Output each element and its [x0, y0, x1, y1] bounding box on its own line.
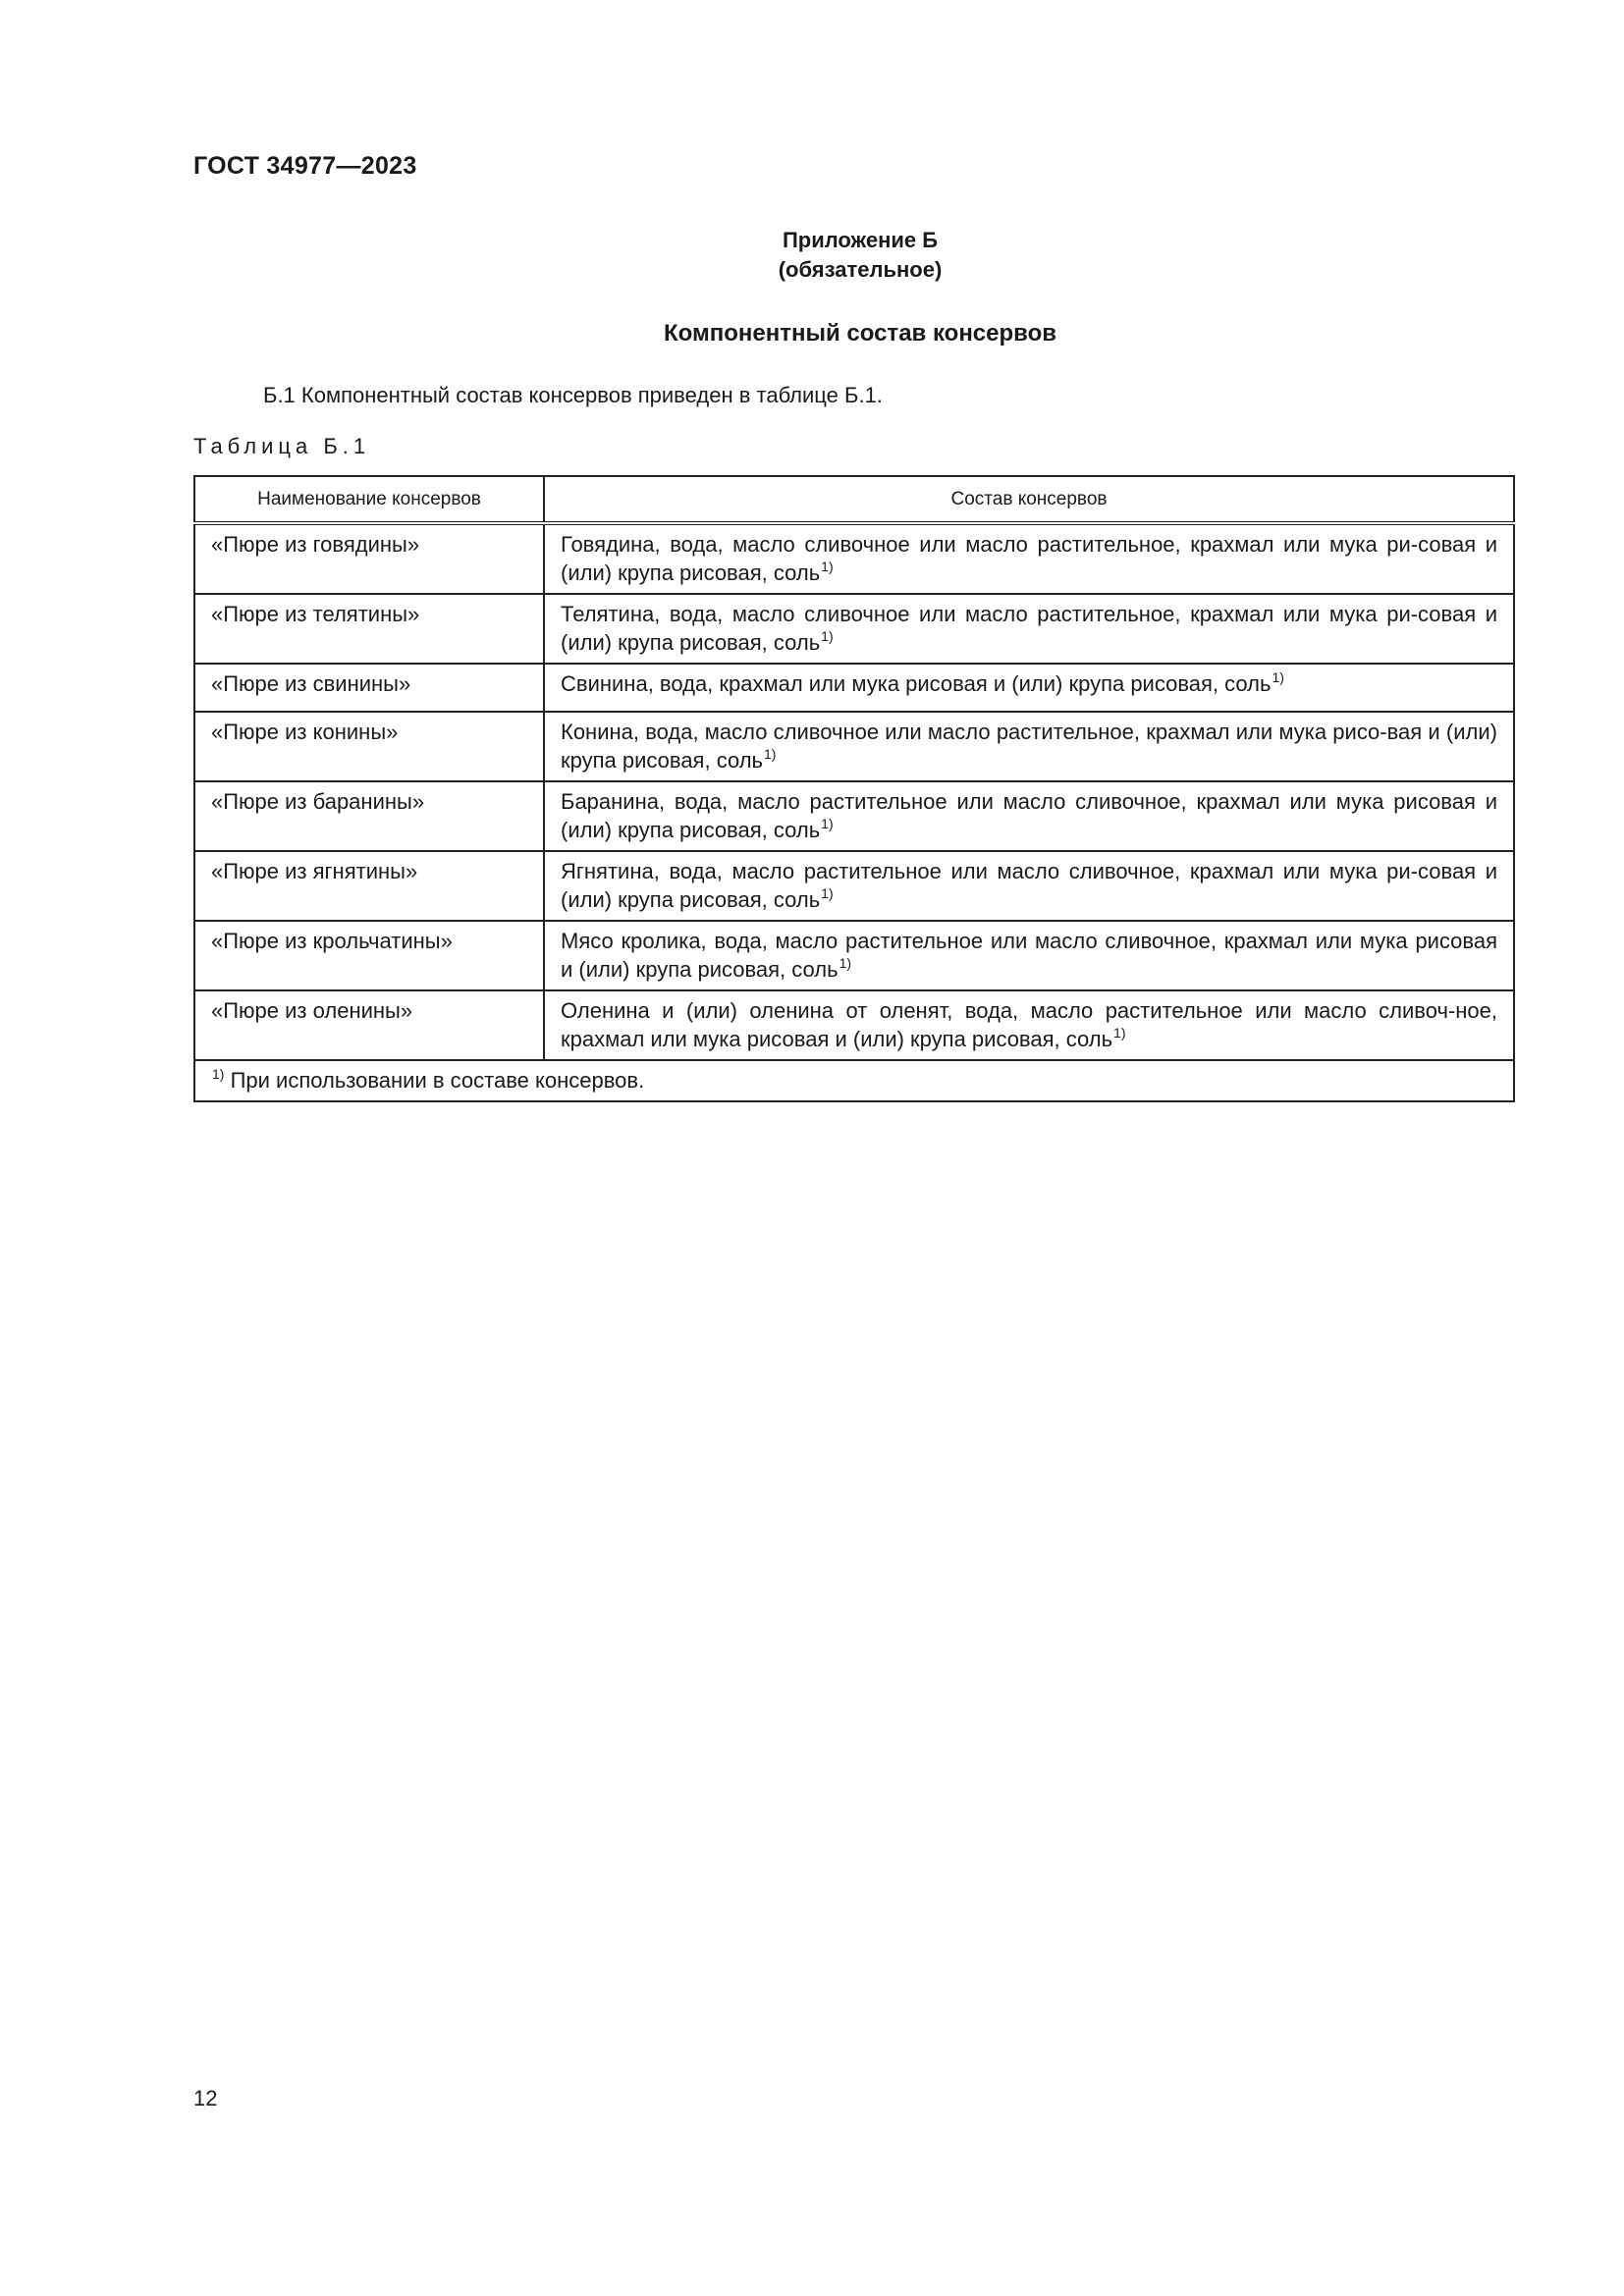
appendix-heading [48, 226, 1624, 285]
table-row [194, 781, 1514, 851]
composition-cell [544, 990, 1514, 1060]
footnote-marker: 1) [821, 628, 834, 644]
table-row [194, 523, 1514, 594]
footnote-marker: 1) [212, 1066, 225, 1082]
composition-text: Конина, вода, масло сливочное или масло растительное, крахмал или мука рисо-вая и (или) крупа рисовая, соль [561, 720, 1497, 773]
table-row [194, 712, 1514, 781]
table-row [194, 851, 1514, 921]
section-title: Компонентный состав консервов [663, 320, 1057, 347]
product-name-cell: «Пюре из телятины» [194, 594, 544, 664]
composition-text: Свинина, вода, крахмал или мука рисовая и (или) крупа рисовая, соль [561, 671, 1272, 696]
composition-cell [544, 921, 1514, 990]
composition-text: Мясо кролика, вода, масло растительное или масло сливочное, крахмал или мука рисовая и (или) крупа рисовая, соль [561, 929, 1497, 982]
footnote-marker: 1) [764, 746, 777, 762]
footnote-cell [194, 1060, 1514, 1101]
table-row [194, 664, 1514, 712]
product-name-cell: «Пюре из оленины» [194, 990, 544, 1060]
composition-cell [544, 523, 1514, 594]
composition-cell [544, 712, 1514, 781]
footnote-marker: 1) [821, 885, 834, 901]
composition-cell [544, 594, 1514, 664]
intro-paragraph: Б.1 Компонентный состав консервов приведен в таблице Б.1. [263, 383, 883, 407]
appendix-status: (обязательное) [778, 257, 943, 282]
table-header-row [194, 476, 1514, 523]
table-row [194, 921, 1514, 990]
table-caption: Таблица Б.1 [193, 434, 371, 458]
footnote-marker: 1) [1113, 1025, 1126, 1041]
footnote-marker: 1) [1272, 669, 1284, 685]
composition-cell [544, 664, 1514, 712]
composition-cell [544, 851, 1514, 921]
composition-cell [544, 781, 1514, 851]
product-name-cell: «Пюре из баранины» [194, 781, 544, 851]
column-header-composition: Состав консервов [544, 476, 1514, 523]
product-name-cell: «Пюре из говядины» [194, 523, 544, 594]
composition-text: Говядина, вода, масло сливочное или масло растительное, крахмал или мука ри-совая и (или) крупа рисовая, соль [561, 532, 1497, 585]
footnote-marker: 1) [839, 955, 852, 971]
table-row [194, 990, 1514, 1060]
footnote-marker: 1) [821, 816, 834, 831]
composition-text: Баранина, вода, масло растительное или масло сливочное, крахмал или мука рисовая и (или) крупа рисовая, соль [561, 789, 1497, 842]
appendix-title: Приложение Б [782, 228, 939, 252]
footnote-row [194, 1060, 1514, 1101]
composition-text: Оленина и (или) оленина от оленят, вода, масло растительное или масло сливоч-ное, крахмал или мука рисовая и (или) крупа рисовая, соль [561, 998, 1497, 1051]
table-row [194, 594, 1514, 664]
composition-text: Ягнятина, вода, масло растительное или масло сливочное, крахмал или мука ри-совая и (или) крупа рисовая, соль [561, 859, 1497, 912]
product-name-cell: «Пюре из свинины» [194, 664, 544, 712]
composition-table [193, 475, 1515, 1102]
product-name-cell: «Пюре из конины» [194, 712, 544, 781]
product-name-cell: «Пюре из крольчатины» [194, 921, 544, 990]
product-name-cell: «Пюре из ягнятины» [194, 851, 544, 921]
footnote-text: При использовании в составе консервов. [230, 1068, 645, 1093]
document-code: ГОСТ 34977—2023 [193, 152, 417, 180]
column-header-name: Наименование консервов [194, 476, 544, 523]
composition-text: Телятина, вода, масло сливочное или масло растительное, крахмал или мука ри-совая и (или) крупа рисовая, соль [561, 602, 1497, 655]
footnote-marker: 1) [821, 559, 834, 574]
page-number: 12 [193, 2086, 218, 2110]
